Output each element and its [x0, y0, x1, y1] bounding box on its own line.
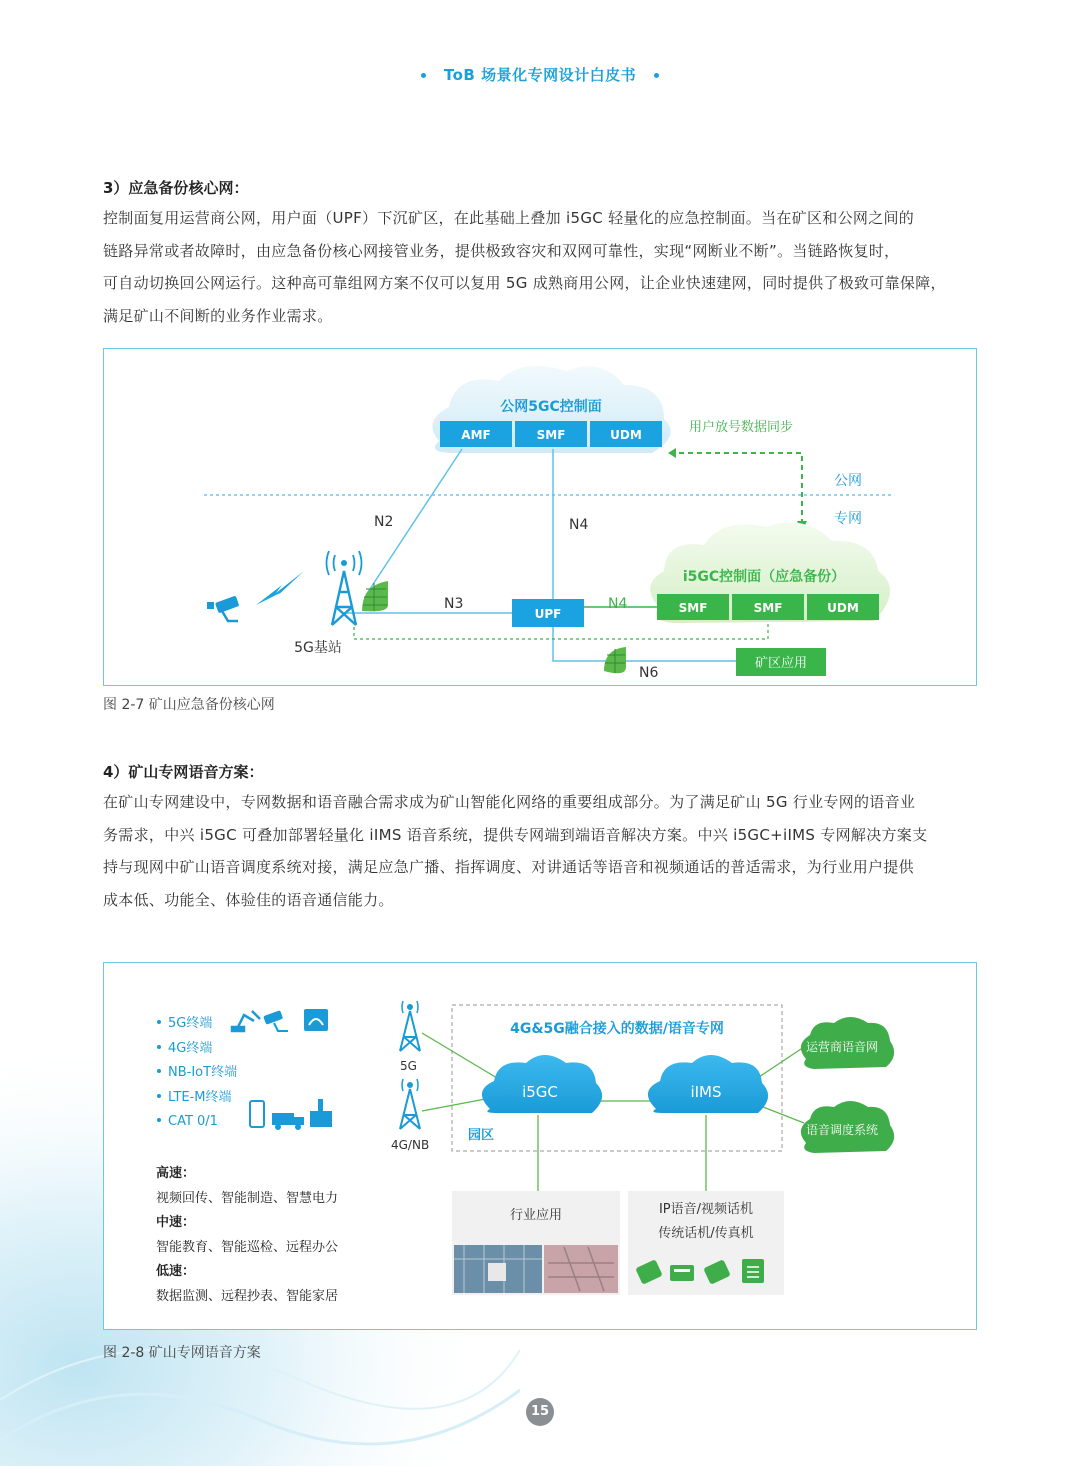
speed-items: 智能教育、智能巡检、远程办公 [156, 1240, 339, 1255]
n4-backup-label: N4 [608, 596, 628, 612]
svg-text:矿区应用: 矿区应用 [754, 656, 808, 671]
terminal-item: 5G终端 [168, 1016, 213, 1031]
n6-label: N6 [639, 665, 659, 681]
mine-app-box [736, 648, 826, 676]
firewall-icon [604, 647, 626, 673]
terminal-item: LTE-M终端 [168, 1090, 232, 1105]
section-4-title: 4）矿山专网语音方案： [103, 763, 264, 781]
paragraph-line: 持与现网中矿山语音调度系统对接，满足应急广播、指挥调度、对讲通话等语音和视频通话的普适需求，为行业用户提供 [103, 858, 914, 877]
terminal-list [157, 1015, 237, 1129]
tower-4g-icon [400, 1079, 420, 1129]
figure-voice-solution [103, 962, 977, 1330]
robot-arm-icon [232, 1011, 260, 1031]
truck-icon [272, 1113, 304, 1130]
industry-app-panel [452, 1191, 620, 1295]
dispatch-system-label: 语音调度系统 [805, 1123, 879, 1137]
i5gc-label: i5GC [522, 1083, 558, 1101]
paragraph-line: 务需求，中兴 i5GC 可叠加部署轻量化 iIMS 语音系统，提供专网端到端语音解决方案。中兴 i5GC+iIMS 专网解决方案支 [103, 825, 928, 844]
tower-5g-icon [400, 1001, 420, 1051]
section-3-title: 3）应急备份核心网： [103, 179, 249, 197]
figure-2-caption: 图 2-8 矿山专网语音方案 [103, 1345, 261, 1361]
paragraph-line: 满足矿山不间断的业务作业需求。 [103, 306, 333, 325]
phone-keypad-icon [742, 1259, 764, 1283]
speed-label: 低速： [156, 1264, 196, 1279]
n2-label: N2 [374, 514, 394, 530]
svg-text:UDM: UDM [610, 428, 642, 442]
factory-icon [310, 1099, 332, 1127]
speed-label: 中速： [156, 1215, 196, 1230]
voice-terminal-line1: IP语音/视频话机 [658, 1202, 754, 1217]
phone-icon [250, 1101, 264, 1127]
section-3-paragraph [103, 202, 978, 332]
firewall-icon [362, 581, 388, 611]
voice-solution-diagram [104, 963, 976, 1329]
paragraph-line: 控制面复用运营商公网，用户面（UPF）下沉矿区，在此基础上叠加 i5GC 轻量化的应急控制面。当在矿区和公网之间的 [103, 209, 915, 227]
carrier-voice-label: 运营商语音网 [805, 1040, 879, 1054]
figure-emergency-core [103, 348, 977, 686]
speed-items: 视频回传、智能制造、智慧电力 [156, 1191, 339, 1206]
emergency-core-diagram [104, 349, 976, 685]
iims-label: iIMS [690, 1083, 722, 1101]
n4-public-label: N4 [569, 517, 589, 533]
svg-text:UDM: UDM [827, 601, 859, 615]
voice-terminal-line2: 传统话机/传真机 [658, 1226, 754, 1241]
bs-label: 5G基站 [294, 640, 342, 656]
svg-text:SMF: SMF [678, 601, 708, 615]
speed-categories [156, 1165, 338, 1304]
link-5g [422, 1033, 502, 1081]
paragraph-line: 成本低、功能全、体验佳的语音通信能力。 [103, 890, 394, 909]
wireless-signal-icon [256, 571, 304, 605]
backup-nf-smf-1 [657, 594, 729, 620]
backup-nf-udm [807, 594, 879, 620]
svg-text:UPF: UPF [534, 607, 562, 621]
paragraph-line: 链路异常或者故障时，由应急备份核心网接管业务，提供极致容灾和双网可靠性，实现“网断业不断”。当链路恢复时， [103, 241, 900, 260]
terminal-item: CAT 0/1 [168, 1114, 218, 1129]
tower-5g-label: 5G [400, 1059, 417, 1073]
industry-app-label: 行业应用 [509, 1208, 563, 1223]
terminal-item: 4G终端 [168, 1041, 213, 1056]
fax-icon [670, 1265, 694, 1281]
paragraph-line: 可自动切换回公网运行。这种高可靠组网方案不仅可以复用 5G 成熟商用公网，让企业快速建网，同时提供了极致可靠保障， [103, 274, 946, 293]
tower-4g-label: 4G/NB [391, 1138, 430, 1152]
park-label: 园区 [468, 1128, 495, 1143]
public-nf-smf [515, 421, 587, 447]
public-net-label: 公网 [834, 473, 862, 489]
svg-text:SMF: SMF [536, 428, 566, 442]
backup-cloud-label: i5GC控制面（应急备份） [682, 569, 846, 585]
camera-icon [207, 596, 239, 621]
paragraph-line: 在矿山专网建设中，专网数据和语音融合需求成为矿山智能化网络的重要组成部分。为了满足矿山 5G 行业专网的语音业 [103, 793, 916, 811]
header-dot-right [654, 73, 659, 78]
page-header [0, 64, 1080, 85]
base-station-tower-icon [327, 551, 362, 625]
figure-1-caption: 图 2-7 矿山应急备份核心网 [103, 697, 275, 713]
public-nf-udm [590, 421, 662, 447]
network-title: 4G&5G融合接入的数据/语音专网 [510, 1021, 724, 1037]
voice-terminal-panel [628, 1191, 784, 1295]
header-dot-left [421, 73, 426, 78]
page-number: 15 [526, 1398, 554, 1426]
meter-icon [304, 1009, 328, 1031]
upf-box [512, 599, 584, 627]
backup-nf-smf-2 [732, 594, 804, 620]
public-nf-amf [440, 421, 512, 447]
section-4-paragraph [103, 786, 978, 916]
link-n6 [553, 627, 736, 661]
industry-photo-factory [544, 1245, 618, 1293]
camera-icon [263, 1010, 288, 1031]
n3-label: N3 [444, 596, 464, 612]
sync-label: 用户放号数据同步 [689, 420, 794, 435]
link-dispatch [758, 1105, 804, 1123]
svg-text:AMF: AMF [461, 428, 491, 442]
sync-dashed-link [668, 448, 807, 531]
terminal-item: NB-IoT终端 [168, 1065, 238, 1080]
speed-label: 高速： [156, 1166, 196, 1181]
private-net-label: 专网 [834, 511, 862, 527]
public-cloud-label: 公网5GC控制面 [500, 399, 602, 415]
svg-text:SMF: SMF [753, 601, 783, 615]
speed-items: 数据监测、远程抄表、智能家居 [156, 1289, 339, 1304]
header-title: ToB 场景化专网设计白皮书 [443, 66, 637, 84]
